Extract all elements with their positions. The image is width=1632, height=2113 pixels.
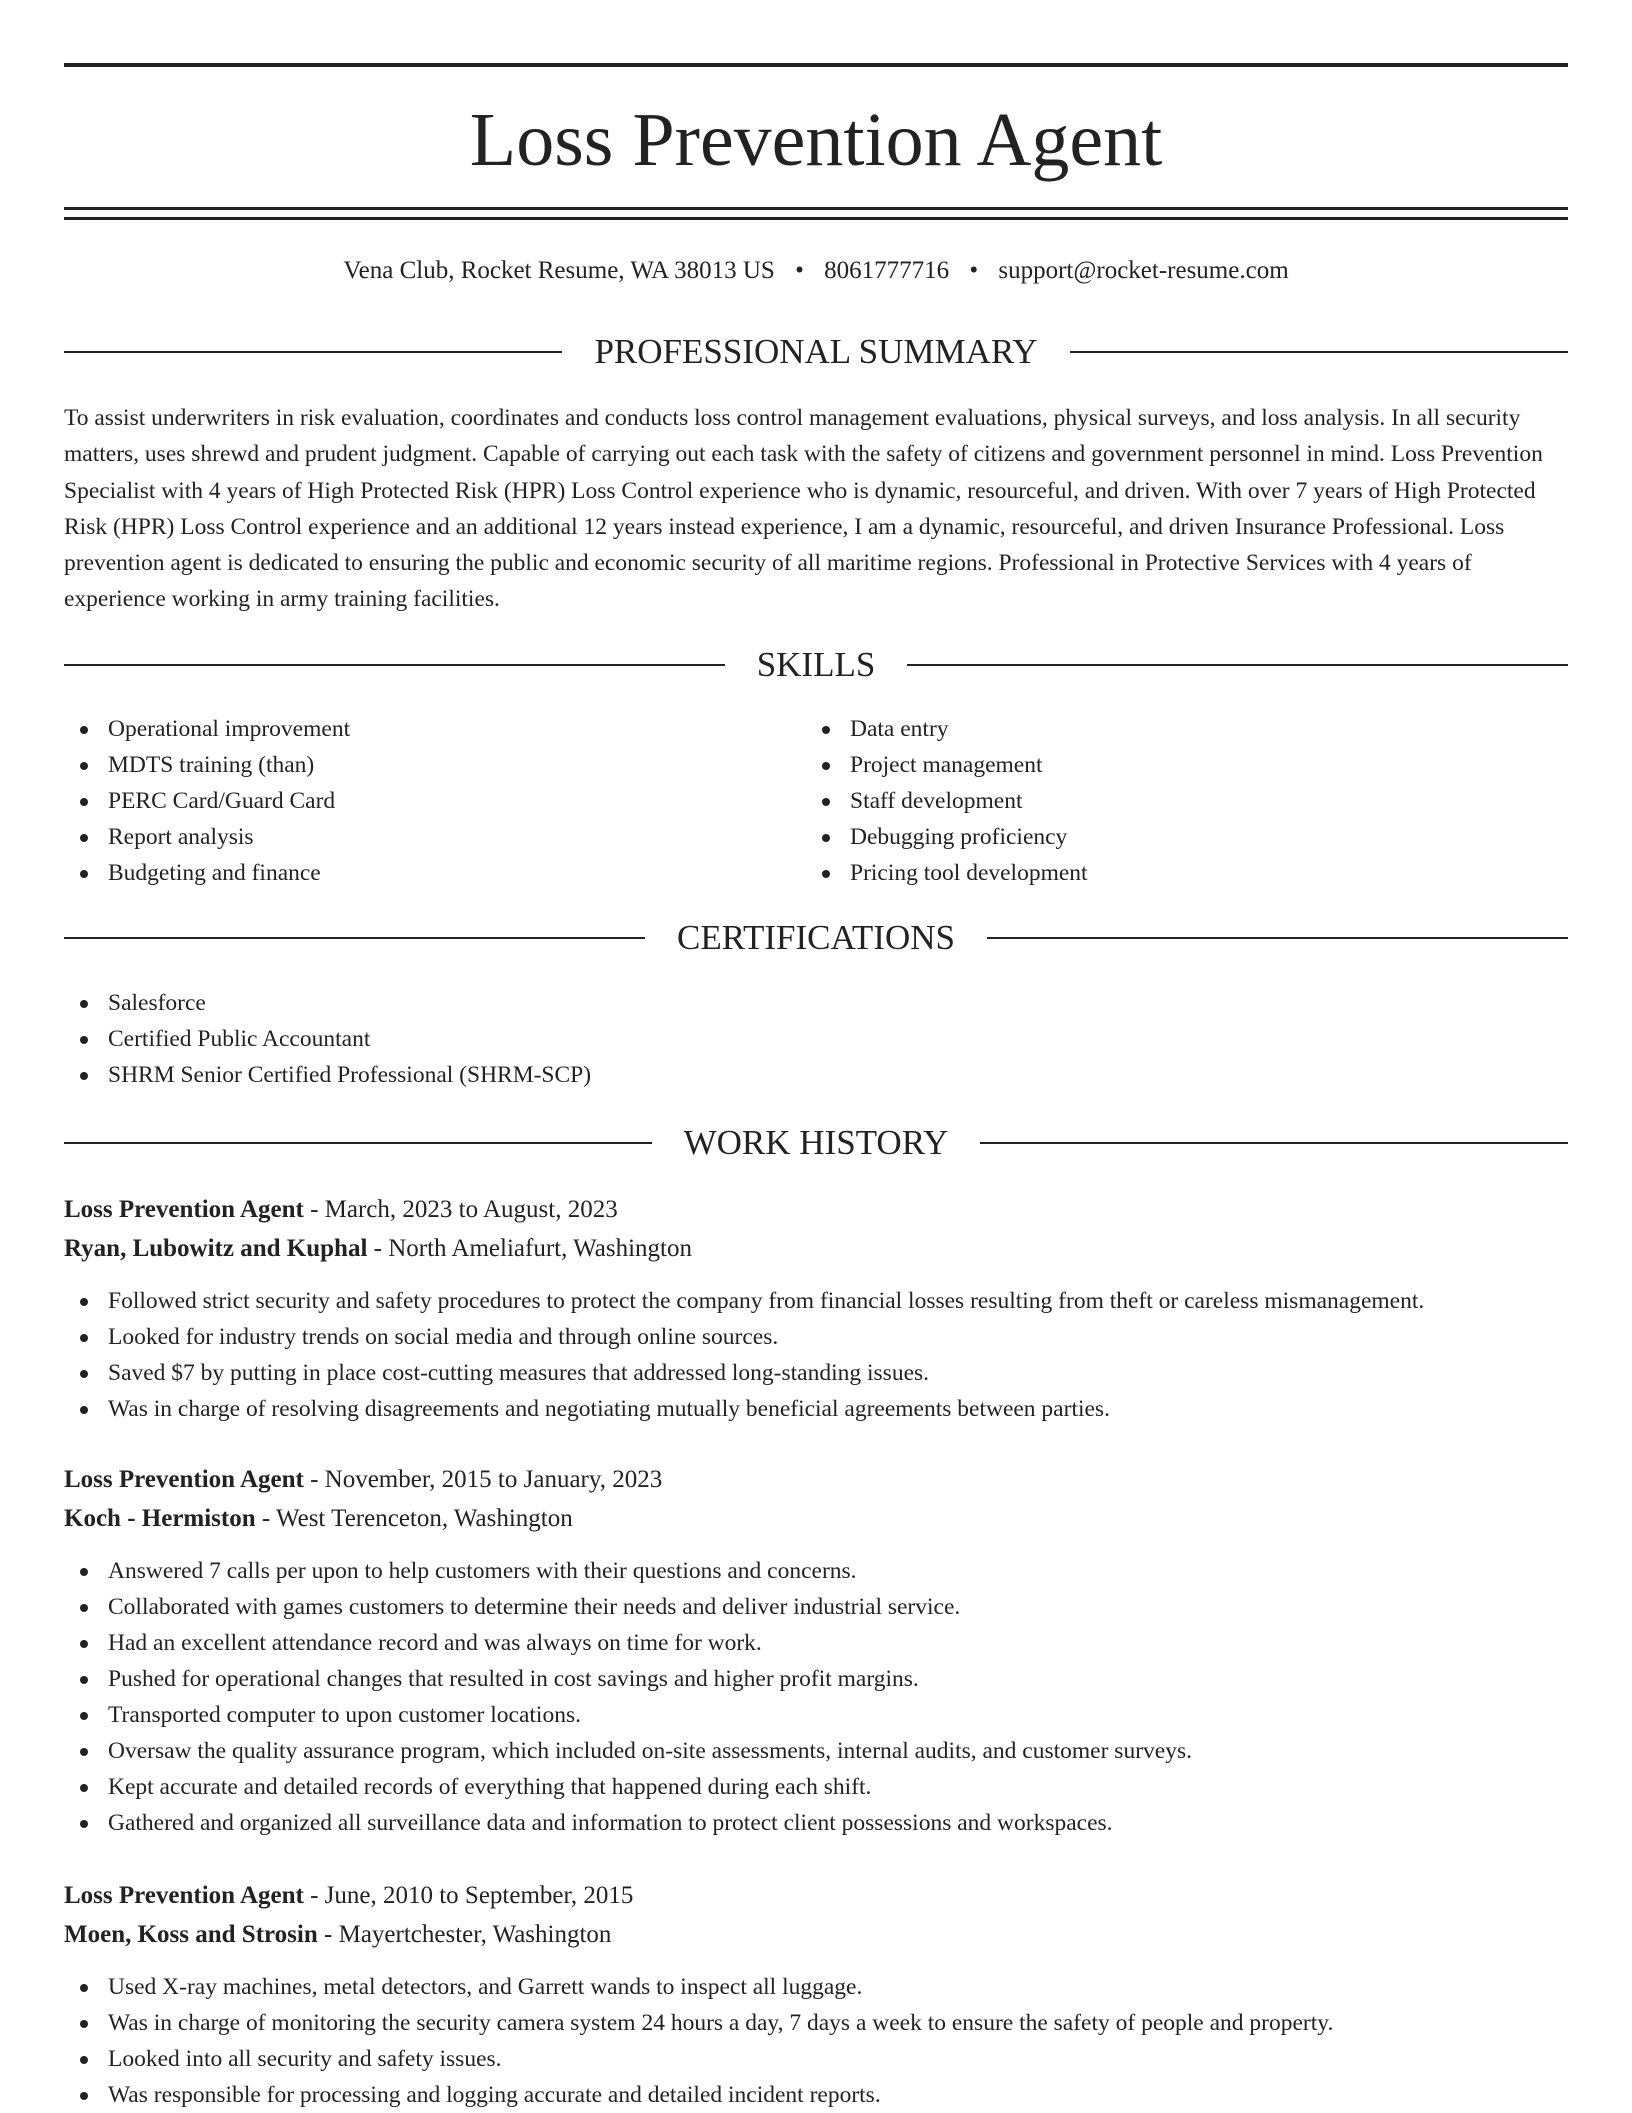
section-title-skills: SKILLS — [756, 645, 876, 684]
job-company: Koch - Hermiston — [64, 1505, 256, 1532]
job-bullet: Transported computer to upon customer locations. — [64, 1697, 1568, 1733]
certification-item: Salesforce — [64, 985, 1064, 1021]
resume-title: Loss Prevention Agent — [469, 98, 1163, 182]
job-bullet: Was responsible for processing and logging accurate and detailed incident reports. — [64, 2077, 1568, 2113]
contact-line — [64, 254, 1568, 288]
job-bullet: Answered 7 calls per upon to help customers with their questions and concerns. — [64, 1553, 1568, 1589]
job-company-line — [64, 1499, 1568, 1538]
section-rule-left — [64, 937, 645, 939]
certification-item: SHRM Senior Certified Professional (SHRM-SCP) — [64, 1057, 1064, 1093]
certifications-list — [64, 985, 1064, 1093]
skills-list-right — [806, 711, 1506, 891]
certifications-block — [64, 985, 1064, 1093]
skill-item: Debugging proficiency — [806, 819, 1506, 855]
skills-column-right — [806, 711, 1506, 891]
job-bullet: Gathered and organized all surveillance data and information to protect client possessions and workspaces. — [64, 1805, 1568, 1841]
top-rule — [64, 63, 1568, 67]
job-bullets — [64, 1969, 1568, 2113]
job-location: - West Terenceton, Washington — [255, 1505, 573, 1532]
skill-item: Pricing tool development — [806, 855, 1506, 891]
job-entry — [64, 1876, 1568, 2113]
section-rule-left — [64, 351, 562, 353]
skill-item: MDTS training (than) — [64, 747, 764, 783]
section-rule-right — [987, 937, 1568, 939]
contact-separator: • — [969, 257, 979, 284]
certification-item: Certified Public Accountant — [64, 1021, 1064, 1057]
contact-separator: • — [795, 257, 804, 284]
section-rule-right — [1070, 351, 1568, 353]
section-rule-left — [64, 1142, 652, 1144]
skill-item: Report analysis — [64, 819, 764, 855]
job-bullet: Kept accurate and detailed records of everything that happened during each shift. — [64, 1769, 1568, 1805]
job-bullet: Saved $7 by putting in place cost-cutting measures that addressed long-standing issues. — [64, 1355, 1568, 1391]
job-title-line — [64, 1460, 1568, 1499]
skill-item: Project management — [806, 747, 1506, 783]
section-header-summary — [64, 330, 1568, 374]
job-company-line — [64, 1915, 1568, 1954]
job-bullets — [64, 1283, 1568, 1427]
section-header-certifications — [64, 916, 1568, 960]
skill-item: Operational improvement — [64, 711, 764, 747]
job-bullet: Used X-ray machines, metal detectors, and Garrett wands to inspect all luggage. — [64, 1969, 1568, 2005]
contact-address: Vena Club, Rocket Resume, WA 38013 US — [343, 257, 775, 284]
skill-item: Staff development — [806, 783, 1506, 819]
job-entry — [64, 1190, 1568, 1427]
job-dates: - June, 2010 to September, 2015 — [303, 1882, 634, 1909]
job-company-line — [64, 1229, 1568, 1268]
job-bullet: Pushed for operational changes that resulted in cost savings and higher profit margins. — [64, 1661, 1568, 1697]
job-location: - North Ameliafurt, Washington — [367, 1235, 692, 1262]
section-header-work-history — [64, 1121, 1568, 1165]
section-title-summary: PROFESSIONAL SUMMARY — [594, 332, 1038, 371]
job-dates: - November, 2015 to January, 2023 — [303, 1466, 663, 1493]
job-bullet: Was in charge of monitoring the security camera system 24 hours a day, 7 days a week to ensure the safety of people and property. — [64, 2005, 1568, 2041]
contact-phone[interactable]: 8061777716 — [824, 257, 950, 284]
job-company: Ryan, Lubowitz and Kuphal — [64, 1235, 368, 1262]
skill-item: PERC Card/Guard Card — [64, 783, 764, 819]
summary-text: To assist underwriters in risk evaluation, coordinates and conducts loss control management evaluations, physical surveys, and loss analysis. In all security matters, uses shrewd and prudent judgment. Capable of carrying out each task with the safety of citizens and government personnel in mind. Loss Prevention Specialist with 4 years of High Protected Risk (HPR) Loss Control experience who is dynamic, resourceful, and driven. With over 7 years of High Protected Risk (HPR) Loss Control experience and an additional 12 years instead experience, I am a dynamic, resourceful, and driven Insurance Professional. Loss prevention agent is dedicated to ensuring the public and economic security of all maritime regions. Professional in Protective Services with 4 years of experience working in army training facilities. — [64, 405, 1543, 613]
skill-item: Budgeting and finance — [64, 855, 764, 891]
job-bullet: Was in charge of resolving disagreements and negotiating mutually beneficial agreements between parties. — [64, 1391, 1568, 1427]
job-bullet: Collaborated with games customers to determine their needs and deliver industrial service. — [64, 1589, 1568, 1625]
job-bullet: Looked into all security and safety issues. — [64, 2041, 1568, 2077]
job-location: - Mayertchester, Washington — [317, 1921, 612, 1948]
title-double-rule — [64, 207, 1568, 220]
job-bullet: Had an excellent attendance record and was always on time for work. — [64, 1625, 1568, 1661]
job-bullet: Looked for industry trends on social media and through online sources. — [64, 1319, 1568, 1355]
contact-email[interactable]: support@rocket-resume.com — [998, 257, 1289, 284]
job-title-line — [64, 1876, 1568, 1915]
job-title: Loss Prevention Agent — [64, 1882, 304, 1909]
job-company: Moen, Koss and Strosin — [64, 1921, 318, 1948]
job-title-line — [64, 1190, 1568, 1229]
job-dates: - March, 2023 to August, 2023 — [303, 1196, 618, 1223]
job-title: Loss Prevention Agent — [64, 1466, 304, 1493]
section-rule-right — [980, 1142, 1568, 1144]
skills-column-left — [64, 711, 764, 891]
section-rule-left — [64, 664, 725, 666]
job-bullet: Oversaw the quality assurance program, which included on-site assessments, internal audits, and customer surveys. — [64, 1733, 1568, 1769]
section-title-certifications: CERTIFICATIONS — [677, 918, 955, 957]
job-bullet: Followed strict security and safety procedures to protect the company from financial losses resulting from theft or careless mismanagement. — [64, 1283, 1568, 1319]
skill-item: Data entry — [806, 711, 1506, 747]
job-title: Loss Prevention Agent — [64, 1196, 304, 1223]
skills-list-left — [64, 711, 764, 891]
section-title-work-history: WORK HISTORY — [683, 1123, 949, 1162]
section-header-skills — [64, 643, 1568, 687]
job-bullets — [64, 1553, 1568, 1841]
job-entry — [64, 1460, 1568, 1841]
section-rule-right — [907, 664, 1568, 666]
